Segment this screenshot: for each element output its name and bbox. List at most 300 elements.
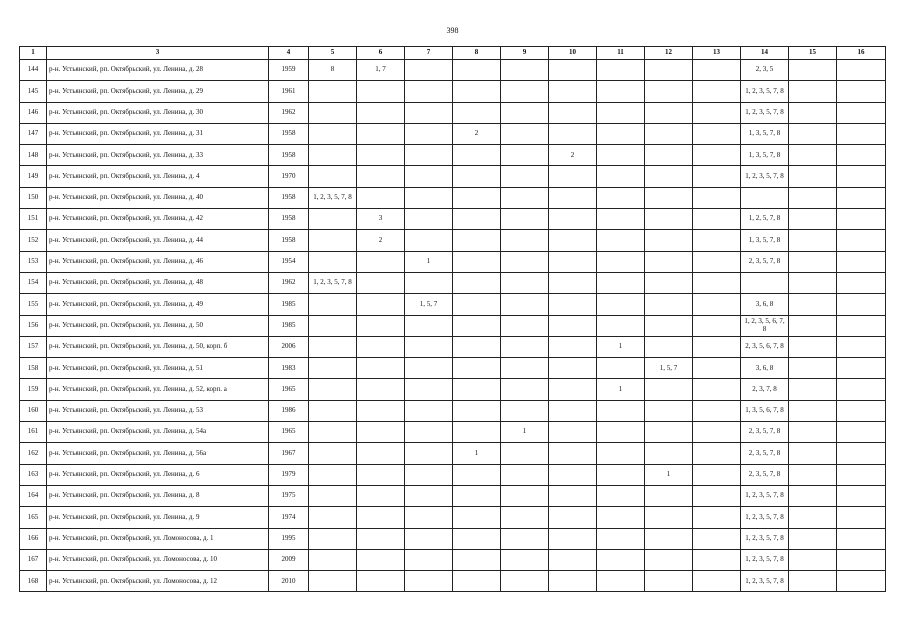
row-number-cell: 167 xyxy=(20,549,47,570)
table-cell xyxy=(837,443,886,464)
table-cell xyxy=(357,464,405,485)
year-cell: 1975 xyxy=(269,485,309,506)
table-cell xyxy=(837,251,886,272)
table-cell xyxy=(789,272,837,293)
row-number-cell: 145 xyxy=(20,81,47,102)
table-cell xyxy=(597,422,645,443)
table-cell xyxy=(453,464,501,485)
table-cell xyxy=(693,379,741,400)
address-cell: р-н. Устьянский, рп. Октябрьский, ул. Ленина, д. 53 xyxy=(47,400,269,421)
table-cell xyxy=(645,336,693,357)
table-cell xyxy=(549,187,597,208)
table-cell xyxy=(309,443,357,464)
table-cell xyxy=(597,166,645,187)
table-cell: 2 xyxy=(357,230,405,251)
column-header: 8 xyxy=(453,47,501,60)
table-cell xyxy=(645,81,693,102)
table-cell xyxy=(645,294,693,315)
table-cell xyxy=(309,528,357,549)
row-number-cell: 163 xyxy=(20,464,47,485)
table-cell xyxy=(309,485,357,506)
year-cell: 1958 xyxy=(269,187,309,208)
table-cell: 1, 2, 3, 5, 7, 8 xyxy=(741,507,789,528)
year-cell: 1961 xyxy=(269,81,309,102)
table-cell: 1, 2, 3, 5, 7, 8 xyxy=(741,166,789,187)
table-cell xyxy=(501,379,549,400)
table-cell xyxy=(597,400,645,421)
table-cell xyxy=(501,507,549,528)
table-cell: 1, 2, 3, 5, 7, 8 xyxy=(741,485,789,506)
table-cell xyxy=(405,187,453,208)
table-cell: 2, 3, 5, 6, 7, 8 xyxy=(741,336,789,357)
table-row xyxy=(20,123,886,144)
table-cell xyxy=(693,507,741,528)
table-cell xyxy=(501,187,549,208)
table-cell xyxy=(693,528,741,549)
table-cell xyxy=(837,272,886,293)
year-cell: 1954 xyxy=(269,251,309,272)
table-cell xyxy=(789,294,837,315)
table-cell xyxy=(453,187,501,208)
table-cell xyxy=(405,60,453,81)
header-row xyxy=(20,47,886,60)
column-header: 7 xyxy=(405,47,453,60)
row-number-cell: 150 xyxy=(20,187,47,208)
table-cell xyxy=(405,443,453,464)
table-cell xyxy=(645,102,693,123)
table-header xyxy=(20,47,886,60)
table-cell xyxy=(837,81,886,102)
table-cell xyxy=(789,145,837,166)
table-cell xyxy=(405,358,453,379)
table-cell xyxy=(453,102,501,123)
table-row xyxy=(20,315,886,336)
table-cell xyxy=(309,251,357,272)
table-cell xyxy=(309,400,357,421)
table-cell xyxy=(309,166,357,187)
column-header: 12 xyxy=(645,47,693,60)
row-number-cell: 165 xyxy=(20,507,47,528)
table-cell xyxy=(549,81,597,102)
table-cell xyxy=(693,166,741,187)
column-header: 15 xyxy=(789,47,837,60)
table-cell xyxy=(453,60,501,81)
table-cell xyxy=(693,81,741,102)
table-cell xyxy=(501,166,549,187)
table-cell xyxy=(453,81,501,102)
table-cell xyxy=(501,209,549,230)
column-header: 5 xyxy=(309,47,357,60)
table-cell xyxy=(549,358,597,379)
address-cell: р-н. Устьянский, рп. Октябрьский, ул. Ленина, д. 6 xyxy=(47,464,269,485)
address-cell: р-н. Устьянский, рп. Октябрьский, ул. Ленина, д. 4 xyxy=(47,166,269,187)
table-cell xyxy=(357,294,405,315)
table-cell: 1, 3, 5, 7, 8 xyxy=(741,123,789,144)
table-cell: 1, 2, 3, 5, 7, 8 xyxy=(741,102,789,123)
table-cell xyxy=(693,315,741,336)
table-cell xyxy=(405,571,453,592)
table-cell xyxy=(597,294,645,315)
address-cell: р-н. Устьянский, рп. Октябрьский, ул. Ленина, д. 8 xyxy=(47,485,269,506)
table-cell xyxy=(357,81,405,102)
year-cell: 1995 xyxy=(269,528,309,549)
table-cell xyxy=(837,145,886,166)
table-cell xyxy=(693,145,741,166)
table-cell xyxy=(597,485,645,506)
table-cell xyxy=(501,571,549,592)
address-cell: р-н. Устьянский, рп. Октябрьский, ул. Ленина, д. 31 xyxy=(47,123,269,144)
table-cell xyxy=(693,422,741,443)
table-row xyxy=(20,358,886,379)
table-cell xyxy=(549,400,597,421)
table-cell xyxy=(645,166,693,187)
table-cell xyxy=(309,81,357,102)
table-cell xyxy=(357,571,405,592)
table-row xyxy=(20,571,886,592)
table-cell xyxy=(453,379,501,400)
table-cell xyxy=(789,400,837,421)
table-cell xyxy=(357,485,405,506)
table-cell: 1, 2, 3, 5, 7, 8 xyxy=(309,272,357,293)
column-header: 10 xyxy=(549,47,597,60)
table-cell: 2, 3, 5, 7, 8 xyxy=(741,251,789,272)
table-cell xyxy=(453,571,501,592)
table-cell xyxy=(597,60,645,81)
table-cell xyxy=(789,485,837,506)
table-cell xyxy=(501,145,549,166)
table-cell xyxy=(789,336,837,357)
table-cell xyxy=(645,528,693,549)
table-cell xyxy=(549,102,597,123)
table-cell xyxy=(597,571,645,592)
table-cell xyxy=(837,571,886,592)
table-row xyxy=(20,187,886,208)
table-cell xyxy=(645,507,693,528)
column-header: 13 xyxy=(693,47,741,60)
table-cell xyxy=(693,549,741,570)
table-cell: 1 xyxy=(597,336,645,357)
address-cell: р-н. Устьянский, рп. Октябрьский, ул. Ленина, д. 29 xyxy=(47,81,269,102)
table-cell xyxy=(789,422,837,443)
column-header: 4 xyxy=(269,47,309,60)
address-cell: р-н. Устьянский, рп. Октябрьский, ул. Ленина, д. 42 xyxy=(47,209,269,230)
table-cell: 1, 5, 7 xyxy=(645,358,693,379)
row-number-cell: 151 xyxy=(20,209,47,230)
address-cell: р-н. Устьянский, рп. Октябрьский, ул. Ленина, д. 40 xyxy=(47,187,269,208)
table-cell xyxy=(309,123,357,144)
column-header: 11 xyxy=(597,47,645,60)
table-cell xyxy=(597,549,645,570)
registry-table xyxy=(19,46,886,592)
row-number-cell: 155 xyxy=(20,294,47,315)
table-cell xyxy=(501,549,549,570)
table-cell xyxy=(309,358,357,379)
address-cell: р-н. Устьянский, рп. Октябрьский, ул. Ленина, д. 49 xyxy=(47,294,269,315)
table-cell xyxy=(453,549,501,570)
address-cell: р-н. Устьянский, рп. Октябрьский, ул. Ломоносова, д. 10 xyxy=(47,549,269,570)
year-cell: 1962 xyxy=(269,272,309,293)
table-cell xyxy=(357,251,405,272)
table-cell xyxy=(789,230,837,251)
year-cell: 1958 xyxy=(269,209,309,230)
table-cell: 2 xyxy=(453,123,501,144)
table-cell xyxy=(789,315,837,336)
row-number-cell: 144 xyxy=(20,60,47,81)
table-cell xyxy=(453,166,501,187)
table-cell xyxy=(693,187,741,208)
table-cell xyxy=(549,166,597,187)
table-cell xyxy=(405,166,453,187)
table-cell xyxy=(549,336,597,357)
address-cell: р-н. Устьянский, рп. Октябрьский, ул. Ленина, д. 9 xyxy=(47,507,269,528)
table-cell xyxy=(789,187,837,208)
table-row xyxy=(20,102,886,123)
table-cell xyxy=(597,443,645,464)
row-number-cell: 164 xyxy=(20,485,47,506)
year-cell: 1986 xyxy=(269,400,309,421)
table-cell xyxy=(309,294,357,315)
table-cell xyxy=(501,315,549,336)
table-cell xyxy=(597,230,645,251)
address-cell: р-н. Устьянский, рп. Октябрьский, ул. Ленина, д. 52, корп. а xyxy=(47,379,269,400)
table-cell xyxy=(501,400,549,421)
table-cell xyxy=(837,336,886,357)
table-cell: 1, 2, 3, 5, 7, 8 xyxy=(309,187,357,208)
table-row xyxy=(20,549,886,570)
table-cell: 1, 3, 5, 7, 8 xyxy=(741,230,789,251)
table-cell xyxy=(597,145,645,166)
column-header: 9 xyxy=(501,47,549,60)
table-cell xyxy=(645,549,693,570)
table-cell xyxy=(309,507,357,528)
table-cell xyxy=(405,507,453,528)
table-row xyxy=(20,507,886,528)
table-cell xyxy=(549,209,597,230)
table-cell xyxy=(405,379,453,400)
table-cell xyxy=(501,60,549,81)
table-cell xyxy=(549,507,597,528)
table-cell xyxy=(405,102,453,123)
table-cell: 1 xyxy=(405,251,453,272)
table-cell xyxy=(693,102,741,123)
row-number-cell: 156 xyxy=(20,315,47,336)
table-cell xyxy=(405,485,453,506)
address-cell: р-н. Устьянский, рп. Октябрьский, ул. Ленина, д. 50 xyxy=(47,315,269,336)
year-cell: 2009 xyxy=(269,549,309,570)
table-cell xyxy=(837,485,886,506)
table-cell xyxy=(789,60,837,81)
table-cell xyxy=(837,230,886,251)
table-cell xyxy=(789,571,837,592)
table-cell: 1 xyxy=(453,443,501,464)
table-cell xyxy=(693,230,741,251)
address-cell: р-н. Устьянский, рп. Октябрьский, ул. Ленина, д. 50, корп. б xyxy=(47,336,269,357)
table-cell xyxy=(789,123,837,144)
address-cell: р-н. Устьянский, рп. Октябрьский, ул. Ленина, д. 56а xyxy=(47,443,269,464)
table-cell xyxy=(549,443,597,464)
table-cell xyxy=(837,315,886,336)
table-cell xyxy=(501,358,549,379)
table-cell xyxy=(549,294,597,315)
table-cell xyxy=(645,230,693,251)
table-cell xyxy=(693,464,741,485)
table-cell xyxy=(405,145,453,166)
table-cell xyxy=(837,60,886,81)
table-cell: 1, 7 xyxy=(357,60,405,81)
table-cell xyxy=(693,209,741,230)
address-cell: р-н. Устьянский, рп. Октябрьский, ул. Ленина, д. 28 xyxy=(47,60,269,81)
table-cell xyxy=(597,187,645,208)
table-cell: 1, 5, 7 xyxy=(405,294,453,315)
table-cell xyxy=(597,272,645,293)
table-cell xyxy=(309,336,357,357)
table-cell: 1 xyxy=(597,379,645,400)
table-cell xyxy=(789,443,837,464)
table-cell xyxy=(789,81,837,102)
address-cell: р-н. Устьянский, рп. Октябрьский, ул. Ленина, д. 46 xyxy=(47,251,269,272)
table-cell xyxy=(837,400,886,421)
year-cell: 1958 xyxy=(269,230,309,251)
table-cell xyxy=(693,571,741,592)
table-cell xyxy=(645,60,693,81)
table-cell xyxy=(645,315,693,336)
year-cell: 2010 xyxy=(269,571,309,592)
table-cell xyxy=(645,422,693,443)
year-cell: 1958 xyxy=(269,123,309,144)
table-cell xyxy=(549,251,597,272)
table-cell xyxy=(789,209,837,230)
table-cell xyxy=(741,187,789,208)
table-cell xyxy=(357,528,405,549)
table-cell: 1, 2, 3, 5, 7, 8 xyxy=(741,571,789,592)
table-cell xyxy=(645,251,693,272)
table-cell xyxy=(645,571,693,592)
table-cell xyxy=(645,187,693,208)
table-row xyxy=(20,528,886,549)
table-row xyxy=(20,209,886,230)
table-cell xyxy=(549,464,597,485)
table-cell: 2, 3, 5 xyxy=(741,60,789,81)
table-cell xyxy=(597,209,645,230)
table-cell xyxy=(597,464,645,485)
table-cell xyxy=(789,379,837,400)
row-number-cell: 149 xyxy=(20,166,47,187)
table-cell xyxy=(597,528,645,549)
table-cell xyxy=(309,571,357,592)
year-cell: 1967 xyxy=(269,443,309,464)
table-cell xyxy=(357,166,405,187)
table-cell xyxy=(309,102,357,123)
table-cell: 3 xyxy=(357,209,405,230)
table-cell xyxy=(453,528,501,549)
table-cell xyxy=(357,379,405,400)
table-cell xyxy=(645,209,693,230)
table-cell xyxy=(357,315,405,336)
table-cell xyxy=(837,209,886,230)
table-cell xyxy=(501,485,549,506)
address-cell: р-н. Устьянский, рп. Октябрьский, ул. Ленина, д. 30 xyxy=(47,102,269,123)
table-cell xyxy=(693,336,741,357)
table-cell xyxy=(837,358,886,379)
table-cell xyxy=(789,507,837,528)
table-cell xyxy=(693,400,741,421)
table-cell xyxy=(357,422,405,443)
table-cell xyxy=(501,336,549,357)
address-cell: р-н. Устьянский, рп. Октябрьский, ул. Ломоносова, д. 1 xyxy=(47,528,269,549)
row-number-cell: 159 xyxy=(20,379,47,400)
year-cell: 1962 xyxy=(269,102,309,123)
table-cell xyxy=(597,102,645,123)
table-cell xyxy=(405,81,453,102)
table-cell: 1, 2, 3, 5, 7, 8 xyxy=(741,549,789,570)
table-cell xyxy=(837,422,886,443)
year-cell: 1965 xyxy=(269,422,309,443)
table-cell xyxy=(453,358,501,379)
table-cell xyxy=(645,443,693,464)
table-cell xyxy=(453,507,501,528)
table-cell xyxy=(789,528,837,549)
table-cell xyxy=(309,315,357,336)
address-cell: р-н. Устьянский, рп. Октябрьский, ул. Ленина, д. 51 xyxy=(47,358,269,379)
table-cell xyxy=(357,507,405,528)
table-cell: 1, 3, 5, 6, 7, 8 xyxy=(741,400,789,421)
table-cell xyxy=(405,528,453,549)
table-cell xyxy=(549,315,597,336)
table-cell xyxy=(549,549,597,570)
address-cell: р-н. Устьянский, рп. Октябрьский, ул. Ленина, д. 48 xyxy=(47,272,269,293)
table-cell xyxy=(597,81,645,102)
row-number-cell: 162 xyxy=(20,443,47,464)
table-cell: 1 xyxy=(645,464,693,485)
table-cell xyxy=(357,549,405,570)
table-cell xyxy=(597,358,645,379)
table-cell xyxy=(309,379,357,400)
table-cell xyxy=(837,507,886,528)
year-cell: 1985 xyxy=(269,294,309,315)
table-cell: 8 xyxy=(309,60,357,81)
table-cell xyxy=(357,145,405,166)
table-cell xyxy=(357,443,405,464)
table-cell xyxy=(549,571,597,592)
table-cell xyxy=(501,251,549,272)
row-number-cell: 152 xyxy=(20,230,47,251)
table-cell xyxy=(837,294,886,315)
table-cell xyxy=(501,81,549,102)
table-cell: 1, 2, 5, 7, 8 xyxy=(741,209,789,230)
table-row xyxy=(20,443,886,464)
table-row xyxy=(20,464,886,485)
table-cell xyxy=(501,123,549,144)
table-row xyxy=(20,81,886,102)
table-cell xyxy=(309,145,357,166)
table-cell xyxy=(789,549,837,570)
table-cell xyxy=(501,464,549,485)
table-cell xyxy=(645,379,693,400)
table-cell xyxy=(453,422,501,443)
year-cell: 2006 xyxy=(269,336,309,357)
table-cell xyxy=(405,272,453,293)
table-row xyxy=(20,251,886,272)
table-cell: 1, 3, 5, 7, 8 xyxy=(741,145,789,166)
row-number-cell: 148 xyxy=(20,145,47,166)
table-cell xyxy=(501,294,549,315)
table-cell xyxy=(357,400,405,421)
row-number-cell: 147 xyxy=(20,123,47,144)
table-cell: 2, 3, 5, 7, 8 xyxy=(741,422,789,443)
table-cell xyxy=(549,422,597,443)
table-cell xyxy=(549,123,597,144)
column-header: 1 xyxy=(20,47,47,60)
